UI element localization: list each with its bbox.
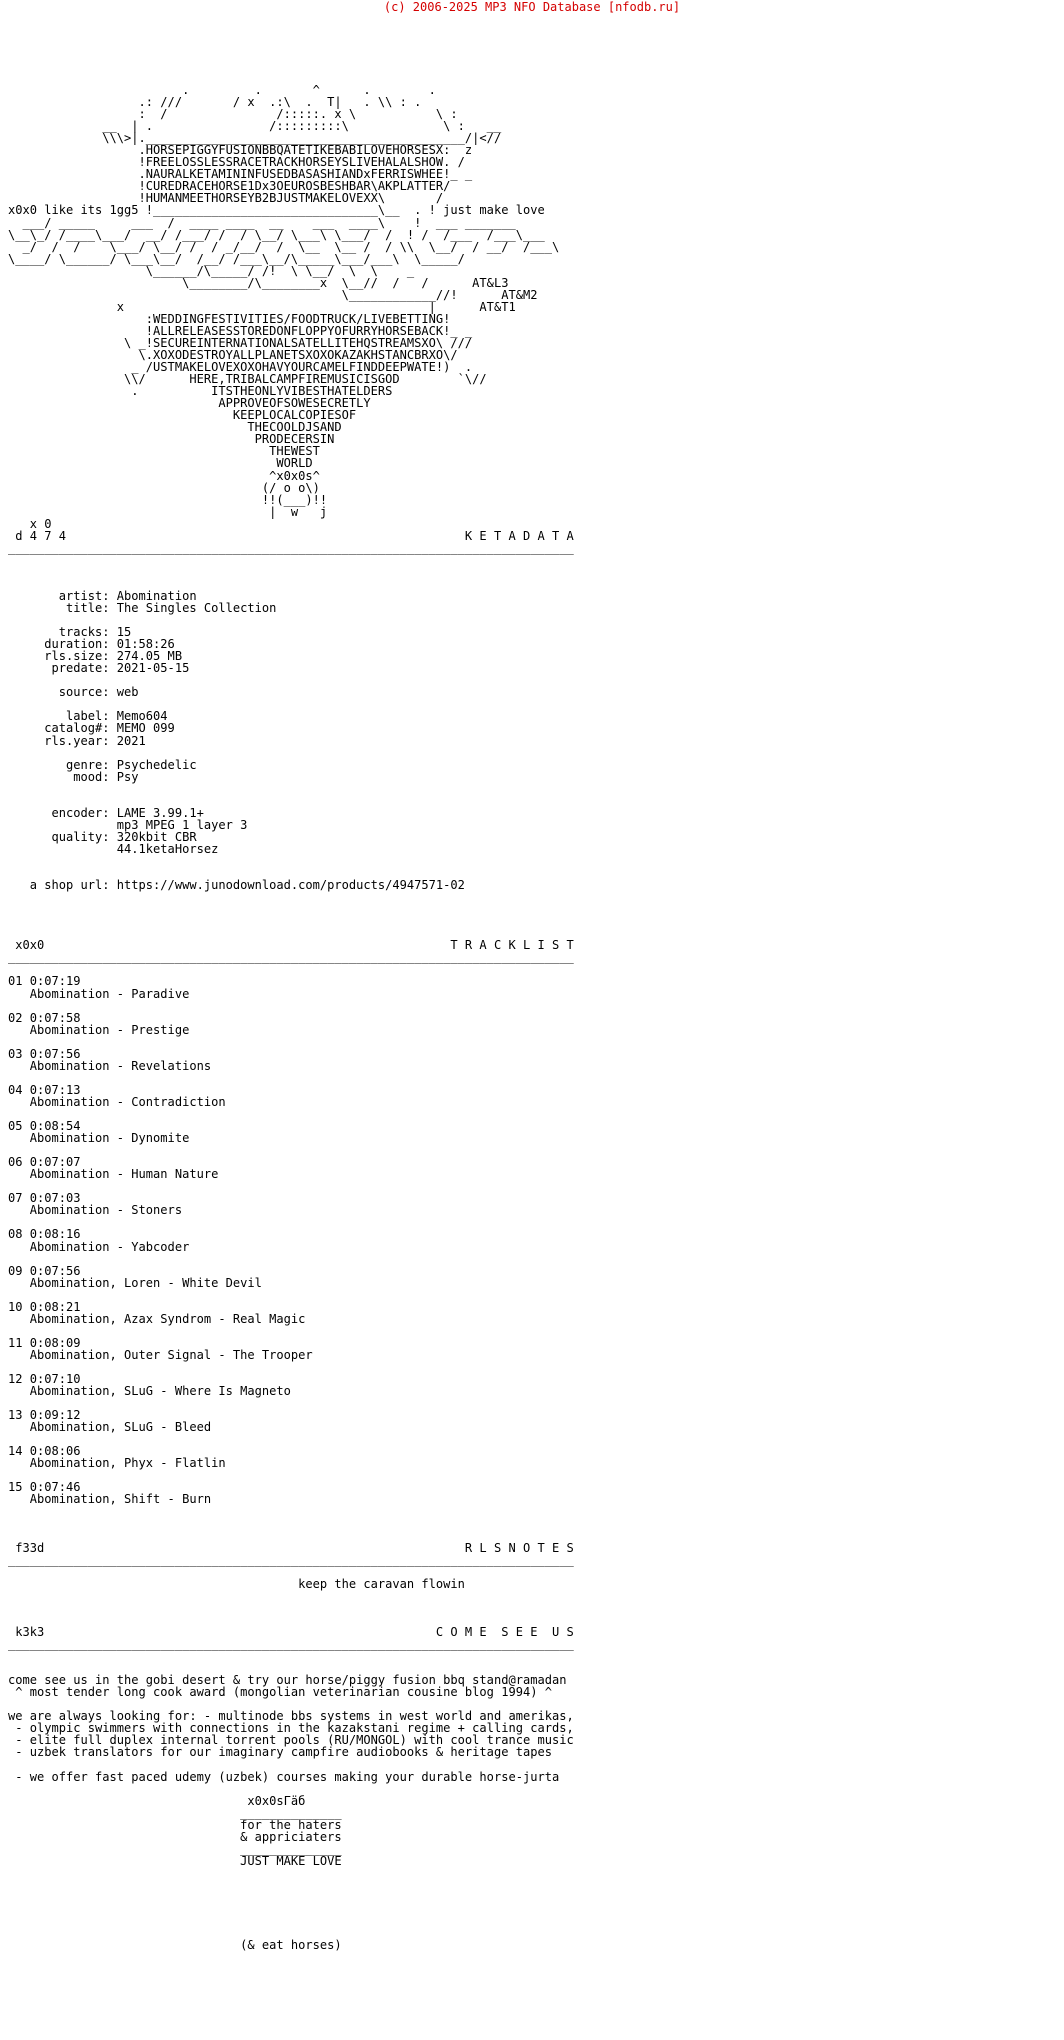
come-see-us-line: - elite full duplex internal torrent pools (RU/MONGOL) with cool trance music (8, 1733, 574, 1748)
ascii-art-line: .HORSEPIGGYFUSIONBBQATETIKEBABILOVEHORSESX: z (8, 143, 473, 158)
track-number-length: 13 0:09:12 (8, 1408, 81, 1423)
track-title: Abomination - Human Nature (8, 1167, 219, 1182)
ascii-art-line: \________/\________x \__// / / AT&L3 (8, 275, 509, 290)
ascii-art-line: THEWEST (8, 444, 320, 459)
come-see-us-line: (& eat horses) (8, 1938, 342, 1953)
ascii-art-line: \\/ HERE,TRIBALCAMPFIREMUSICISGOD `\// (8, 372, 487, 387)
track-title: Abomination - Stoners (8, 1203, 183, 1218)
ascii-art-line: \\\>|.____________________________________________/|<// (8, 131, 502, 146)
section-header-ketadata: d 4 7 4 K E T A D A T A (8, 528, 574, 543)
ascii-art-line: ___/ _____ ___ / ____ ____ __ ___ ____\ ! ___ _______ (8, 215, 516, 230)
track-title: Abomination, SLuG - Bleed (8, 1420, 212, 1435)
ascii-art-line: PRODECERSIN (8, 432, 335, 447)
ascii-art-line: !!(___)!! (8, 492, 328, 507)
track-number-length: 09 0:07:56 (8, 1263, 81, 1278)
track-number-length: 01 0:07:19 (8, 974, 81, 989)
come-see-us-line: ______________ (8, 1805, 342, 1820)
ascii-art-line: \ _!SECUREINTERNATIONALSATELLITEHQSTREAMSXO\ /// (8, 335, 473, 350)
ascii-art-line: _ /USTMAKELOVEXOXOHAVYOURCAMELFINDDEEPWATE!) . (8, 360, 473, 375)
metadata-line: tracks: 15 (8, 625, 132, 640)
track-number-length: 02 0:07:58 (8, 1010, 81, 1025)
track-number-length: 10 0:08:21 (8, 1299, 81, 1314)
track-title: Abomination - Paradive (8, 986, 190, 1001)
section-rule: ______________________________________________________________________________ (8, 540, 574, 555)
come-see-us-line: - we offer fast paced udemy (uzbek) courses making your durable horse-jurta (8, 1769, 560, 1784)
metadata-line: catalog#: MEMO 099 (8, 721, 175, 736)
section-rule: ______________________________________________________________________________ (8, 950, 574, 965)
section-header-comesee: k3k3 C O M E S E E U S (8, 1625, 574, 1639)
track-title: Abomination, SLuG - Where Is Magneto (8, 1384, 291, 1399)
track-number-length: 06 0:07:07 (8, 1155, 81, 1170)
ascii-art-line: . ITSTHEONLYVIBESTHATELDERS (8, 384, 393, 399)
metadata-line: duration: 01:58:26 (8, 637, 175, 652)
metadata-line: predate: 2021-05-15 (8, 661, 190, 676)
metadata-line: mood: Psy (8, 769, 139, 784)
ascii-art-line: !ALLRELEASESSTOREDONFLOPPYOFURRYHORSEBACK!_ _ (8, 323, 473, 338)
track-number-length: 03 0:07:56 (8, 1046, 81, 1061)
ascii-art-line: ^x0x0s^ (8, 468, 320, 483)
track-number-length: 12 0:07:10 (8, 1372, 81, 1387)
ascii-art-line: !CUREDRACEHORSE1Dx3OEUROSBESHBAR\AKPLATTER/ (8, 179, 451, 194)
nfo-text-body (8, 84, 574, 1951)
nfodb-copyright-header: (c) 2006-2025 MP3 NFO Database [nfodb.ru] (383, 0, 681, 14)
metadata-line: genre: Psychedelic (8, 757, 197, 772)
track-title: Abomination, Shift - Burn (8, 1492, 212, 1507)
track-number-length: 07 0:07:03 (8, 1191, 81, 1206)
section-rule: ______________________________________________________________________________ (8, 1552, 574, 1567)
ascii-art-line: \______/\_____/ /! \ \__/ \ \ _ (8, 263, 415, 278)
section-header-tracklist: x0x0 T R A C K L I S T (8, 938, 574, 953)
track-title: Abomination, Outer Signal - The Trooper (8, 1347, 313, 1362)
ascii-art-line: KEEPLOCALCOPIESOF (8, 408, 357, 423)
section-header-rlsnotes: f33d R L S N O T E S (8, 1540, 574, 1555)
metadata-line: 44.1ketaHorsez (8, 841, 219, 856)
track-number-length: 05 0:08:54 (8, 1119, 81, 1134)
metadata-line: rls.size: 274.05 MB (8, 649, 183, 664)
come-see-us-line: - olympic swimmers with connections in the kazakstani regime + calling cards, (8, 1721, 574, 1736)
ascii-art-line: .NAURALKETAMININFUSEDBASASHIANDxFERRISWHEE!_ _ (8, 167, 473, 182)
come-see-us-line: we are always looking for: - multinode bbs systems in west world and amerikas, (8, 1709, 574, 1724)
ascii-art-line: x 0 (8, 516, 52, 531)
ascii-art-line: x | AT&T1 (8, 299, 516, 314)
ascii-art-line: !HUMANMEETHORSEYB2BJUSTMAKELOVEXX\ / (8, 191, 444, 206)
track-number-length: 15 0:07:46 (8, 1480, 81, 1495)
come-see-us-line: JUST MAKE LOVE (8, 1853, 342, 1868)
track-number-length: 08 0:08:16 (8, 1227, 81, 1242)
ascii-art-line: THECOOLDJSAND (8, 420, 342, 435)
come-see-us-line: come see us in the gobi desert & try our horse/piggy fusion bbq stand@ramadan (8, 1673, 567, 1688)
track-title: Abomination - Contradiction (8, 1094, 226, 1109)
track-title: Abomination - Yabcoder (8, 1239, 190, 1254)
metadata-line: mp3 MPEG 1 layer 3 (8, 817, 248, 832)
track-title: Abomination, Phyx - Flatlin (8, 1456, 226, 1471)
metadata-line: source: web (8, 685, 139, 700)
metadata-line: a shop url: https://www.junodownload.com/products/4947571-02 (8, 878, 465, 893)
metadata-line: label: Memo604 (8, 709, 168, 724)
track-title: Abomination, Azax Syndrom - Real Magic (8, 1311, 306, 1326)
metadata-line: quality: 320kbit CBR (8, 829, 197, 844)
ascii-art-line: \.XOXODESTROYALLPLANETSXOXOKAZAKHSTANCBRXO\/ (8, 348, 458, 363)
ascii-art-line: : / /:::::. x \ \ : (8, 107, 458, 122)
ascii-art-line: (/ o o\) (8, 480, 320, 495)
track-number-length: 04 0:07:13 (8, 1082, 81, 1097)
come-see-us-line: & appriciaters (8, 1829, 342, 1844)
ascii-art-line: APPROVEOFSOWESECRETLY (8, 396, 371, 411)
metadata-line: rls.year: 2021 (8, 733, 146, 748)
come-see-us-line: ^ most tender long cook award (mongolian veterinarian cousine blog 1994) ^ (8, 1685, 552, 1700)
ascii-art-line: \____/ \______/ \___\__/ /__/ /___\__/\_____\___/___\ \_____/ (8, 251, 465, 266)
track-title: Abomination - Revelations (8, 1058, 212, 1073)
metadata-line: encoder: LAME 3.99.1+ (8, 805, 204, 820)
rlsnotes-line: keep the caravan flowin (8, 1576, 465, 1591)
ascii-art-line: x0x0 like its 1gg5 !_______________________________\__ . ! just make love (8, 203, 545, 218)
ascii-art-line: WORLD (8, 456, 313, 471)
ascii-art-line: \____________//! AT&M2 (8, 287, 538, 302)
ascii-art-line: \__\_/ /____\___/ __/ /___/ / / \__/ \___\ \___/ / ! / /___ /___\___ (8, 227, 545, 242)
ascii-art-line: _/ / / \___/ \__/ / / _/__/ / \__ \__ / / \\ \__/ / __/ /___\ (8, 239, 560, 254)
track-title: Abomination - Prestige (8, 1022, 190, 1037)
metadata-line: title: The Singles Collection (8, 601, 277, 616)
come-see-us-line: - uzbek translators for our imaginary campfire audiobooks & heritage tapes (8, 1745, 552, 1760)
come-see-us-line: x0x0sГäб (8, 1793, 306, 1808)
ascii-art-line: !FREELOSSLESSRACETRACKHORSEYSLIVEHALALSHOW. / (8, 155, 465, 170)
track-title: Abomination - Dynomite (8, 1131, 190, 1146)
come-see-us-line: for the haters (8, 1817, 342, 1832)
ascii-art-line: . . ^ . . (8, 83, 436, 97)
metadata-line: artist: Abomination (8, 588, 197, 603)
track-number-length: 11 0:08:09 (8, 1335, 81, 1350)
ascii-art-line: __ | . /:::::::::\ \ : __ (8, 119, 502, 134)
ascii-art-line: | w j (8, 504, 328, 519)
ascii-art-line: :WEDDINGFESTIVITIES/FOODTRUCK/LIVEBETTING! (8, 311, 451, 326)
track-title: Abomination, Loren - White Devil (8, 1275, 262, 1290)
ascii-art-line: .: /// / x .:\ . T| . \\ : . (8, 95, 422, 110)
come-see-us-line: ______________ (8, 1841, 342, 1856)
track-number-length: 14 0:08:06 (8, 1444, 81, 1459)
section-rule: ______________________________________________________________________________ (8, 1637, 574, 1652)
